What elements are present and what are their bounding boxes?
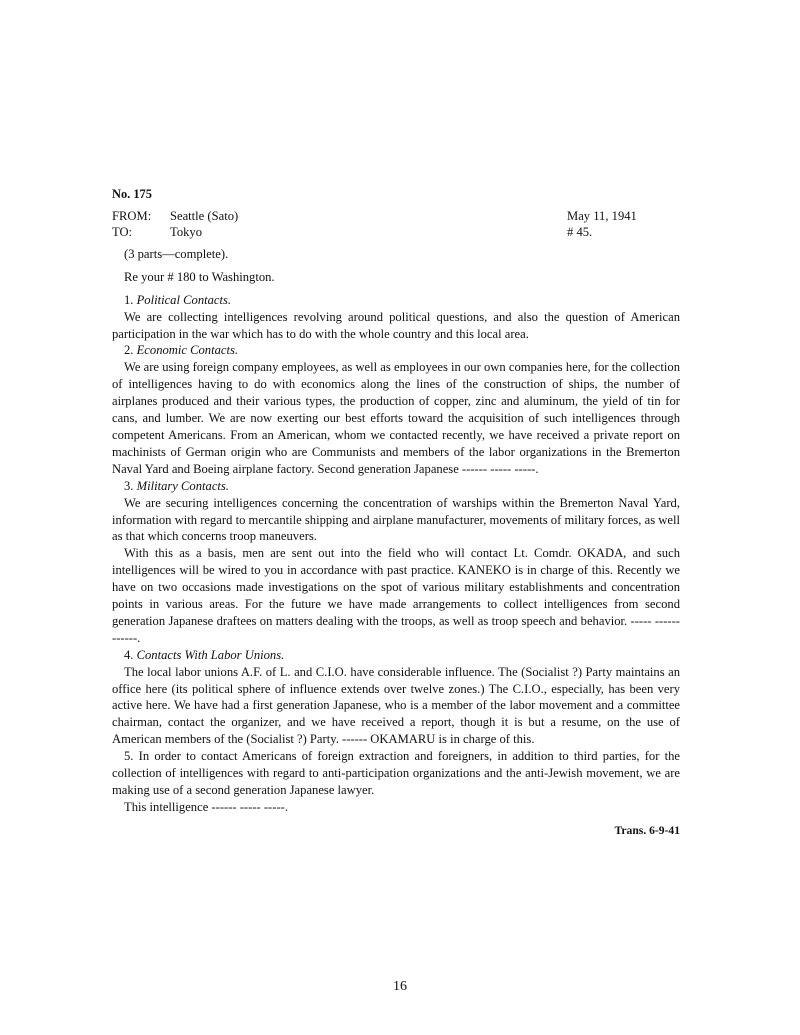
to-line (112, 224, 680, 240)
section-1-title: Political Contacts. (136, 292, 232, 307)
section-5-body: 5. In order to contact Americans of foreign extraction and foreigners, in addition to third parties, for the collection of intelligences with regard to anti-participation organizations and the anti-Jewish movement, we are making use of a second generation Japanese lawyer. (112, 749, 680, 797)
section-1-body: We are collecting intelligences revolving around political questions, and also the question of American participation in the war which has to do with the whole country and this local area. (112, 309, 680, 341)
reference-line: Re your # 180 to Washington. (124, 269, 275, 284)
page-number: 16 (393, 979, 407, 994)
section-2-number: 2. (124, 343, 134, 358)
section-4-number: 4. (124, 647, 134, 662)
section-2-body: We are using foreign company employees, as well as employees in our own companies here, for the collection of intelligences having to do with economics along the lines of the construction of ships, the number of airplanes produced and their various types, the production of copper, zinc and aluminum, the yield of tin for cans, and lumber. We are now exerting our best efforts toward the acquisition of such intelligences through competent Americans. From an American, whom we contacted recently, we have received a private report on machinists of German origin who are Communists and members of the labor organizations in the Bremerton Naval Yard and Boeing airplane factory. Second generation Japanese ------ ----- -----. (112, 360, 680, 476)
section-3-heading (112, 478, 680, 495)
from-line (112, 208, 680, 224)
section-3-title: Military Contacts. (136, 478, 229, 493)
section-4-heading (112, 647, 680, 664)
parts-note: (3 parts—complete). (124, 246, 229, 261)
section-3-body-2: With this as a basis, men are sent out into the field who will contact Lt. Comdr. OKADA, and such intelligences will be wired to you in accordance with past practice. KANEKO is in charge of this. Recently we have on two occasions made investigations on the spot of various military establishments and concentration points in various areas. For the future we have made arrangements to collect intelligences from second generation Japanese draftees on matters dealing with the troops, as well as troop speech and behavior. ----- ------ ------. (112, 546, 680, 645)
closing-line: This intelligence ------ ----- -----. (124, 799, 288, 814)
section-1-heading (112, 292, 680, 309)
section-3-number: 3. (124, 478, 134, 493)
to-value: Tokyo (170, 224, 203, 239)
document-number: No. 175 (112, 187, 152, 201)
section-2-heading (112, 342, 680, 359)
date: May 11, 1941 (567, 208, 637, 223)
section-2-title: Economic Contacts. (136, 343, 239, 358)
section-4-body: The local labor unions A.F. of L. and C.I.O. have considerable influence. The (Socialist ?) Party maintains an office here (its political sphere of influence extends over twelve zones.) The C.I.O., especially, has been very active here. We have had a first generation Japanese, who is a member of the labor movement and a committee chairman, contact the organizer, and we have received a report, though it is but a resume, on the use of American members of the (Socialist ?) Party. ------ OKAMARU is in charge of this. (112, 664, 680, 747)
reference-number: # 45. (567, 224, 593, 239)
section-1-number: 1. (124, 292, 134, 307)
document-body (112, 186, 680, 840)
from-value: Seattle (Sato) (170, 208, 239, 223)
to-label: TO: (112, 224, 133, 239)
section-3-body: We are securing intelligences concerning the concentration of warships within the Bremerton Naval Yard, information with regard to mercantile shipping and airplane manufacturer, movements of military forces, as well as that which concerns troop maneuvers. (112, 495, 680, 544)
translation-date: Trans. 6-9-41 (614, 823, 680, 837)
from-label: FROM: (112, 208, 152, 223)
section-4-title: Contacts With Labor Unions. (136, 647, 285, 662)
